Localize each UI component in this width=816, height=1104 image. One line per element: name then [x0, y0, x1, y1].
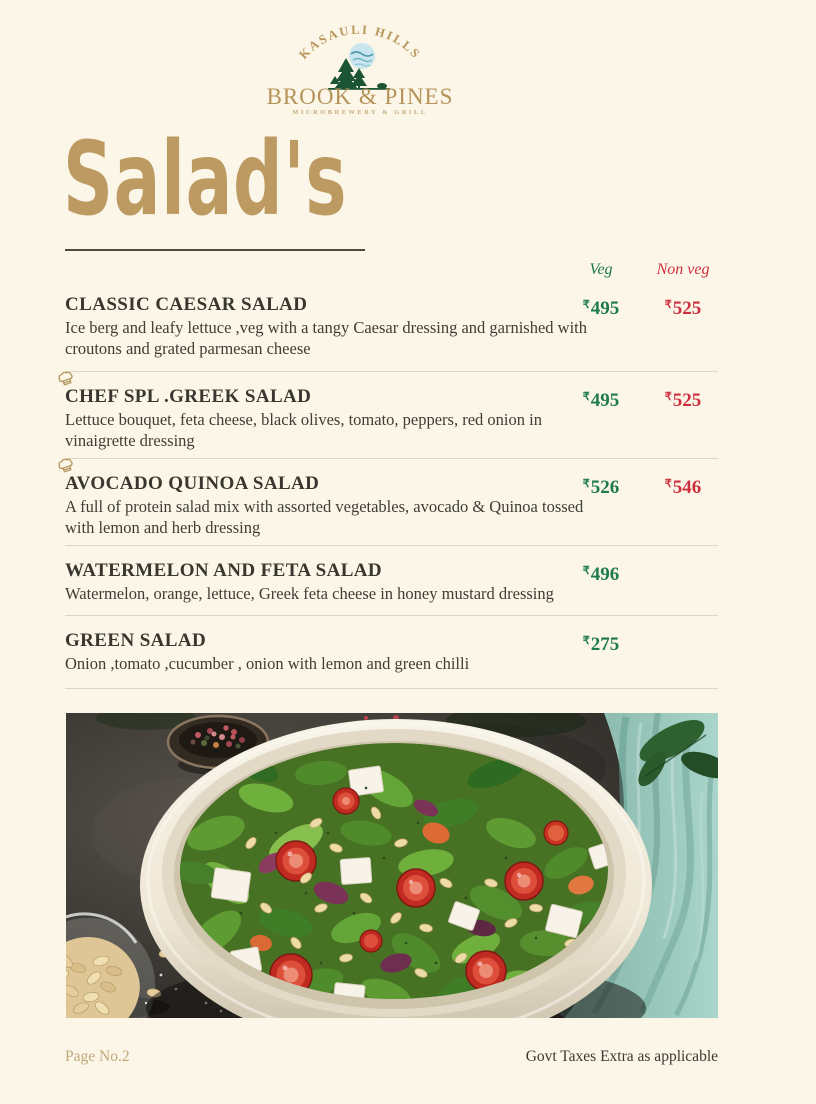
restaurant-logo — [258, 18, 462, 118]
logo-lake-icon — [349, 43, 375, 69]
veg-price: ₹496 — [582, 564, 620, 585]
page-footer — [65, 1048, 718, 1066]
menu-item-list — [65, 288, 718, 689]
nonveg-price: ₹525 — [664, 390, 702, 411]
nonveg-price: ₹546 — [664, 477, 702, 498]
item-description: Onion ,tomato ,cucumber , onion with lemon and green chilli — [65, 654, 470, 673]
rupee-symbol: ₹ — [582, 478, 590, 490]
logo-arc-text: KASAULI HILLS — [296, 22, 424, 62]
page-number: Page No.2 — [65, 1048, 130, 1065]
nonveg-price: ₹525 — [664, 298, 702, 319]
item-name: WATERMELON AND FETA SALAD — [65, 560, 383, 581]
menu-item-watermelon-feta — [65, 546, 718, 616]
item-description: Watermelon, orange, lettuce, Greek feta cheese in honey mustard dressing — [65, 584, 554, 603]
menu-item-green-salad — [65, 616, 718, 689]
rupee-symbol: ₹ — [582, 299, 590, 311]
price-column-headers — [65, 261, 718, 283]
item-description: Lettuce bouquet, feta cheese, black olives, tomato, peppers, red onion in vinaigrette dressing — [65, 410, 542, 450]
nonveg-column-header: Non veg — [656, 261, 710, 278]
item-description: Ice berg and leafy lettuce ,veg with a tangy Caesar dressing and garnished with croutons and grated parmesan cheese — [65, 318, 588, 358]
menu-item-greek-salad — [65, 372, 718, 459]
menu-item-avocado-quinoa — [65, 459, 718, 546]
rupee-symbol: ₹ — [664, 299, 672, 311]
veg-column-header: Veg — [589, 261, 613, 278]
veg-price: ₹495 — [582, 298, 620, 319]
item-name: CLASSIC CAESAR SALAD — [65, 294, 308, 315]
logo-name: BROOK & PINES — [266, 84, 454, 109]
item-name: AVOCADO QUINOA SALAD — [65, 473, 320, 494]
rupee-symbol: ₹ — [582, 391, 590, 403]
veg-price: ₹275 — [582, 634, 620, 655]
rupee-symbol: ₹ — [664, 391, 672, 403]
logo-graphic — [258, 18, 462, 118]
page-title: Salad's — [63, 120, 348, 239]
veg-price: ₹495 — [582, 390, 620, 411]
title-underline — [65, 249, 365, 251]
item-name: GREEN SALAD — [65, 630, 207, 651]
veg-price: ₹526 — [582, 477, 620, 498]
tax-note: Govt Taxes Extra as applicable — [525, 1048, 718, 1065]
chef-special-icon — [56, 456, 80, 478]
rupee-symbol: ₹ — [582, 565, 590, 577]
item-description: A full of protein salad mix with assorted vegetables, avocado & Quinoa tossed with lemon and herb dressing — [65, 497, 584, 537]
rupee-symbol: ₹ — [582, 635, 590, 647]
logo-tagline: MICROBREWERY & GRILL — [292, 109, 428, 116]
menu-item-classic-caesar — [65, 288, 718, 372]
item-name: CHEF SPL .GREEK SALAD — [65, 386, 312, 407]
salad-photo — [66, 713, 718, 1018]
rupee-symbol: ₹ — [664, 478, 672, 490]
chef-special-icon — [56, 369, 80, 391]
